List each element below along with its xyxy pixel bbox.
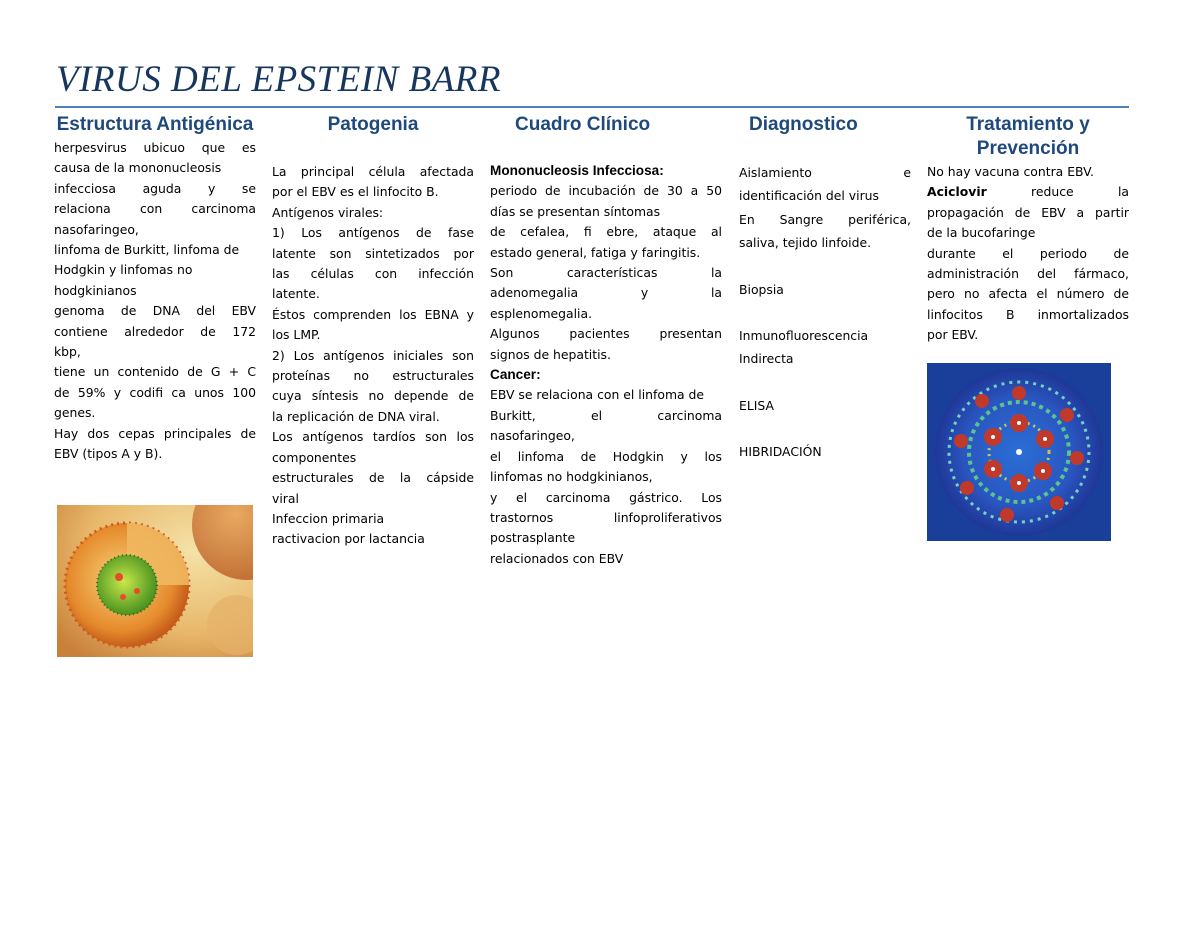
text-line: linfomas no hodgkinianos,	[490, 469, 653, 485]
text-line: hodgkinianos	[54, 282, 137, 298]
column-cuadro-clinico	[490, 113, 722, 569]
text-line: el linfoma de Hodgkin y los	[490, 448, 722, 464]
text-line: propagación de EBV a partir	[927, 204, 1129, 220]
diagnostic-item: Biopsia	[739, 281, 784, 297]
text-line: identificación del virus	[739, 188, 879, 204]
virus-illustration-image	[57, 505, 253, 657]
text-diagnostico	[739, 161, 911, 464]
text-line: estructurales de la cápside	[272, 470, 474, 486]
text-line: las células con infección	[272, 266, 474, 282]
text-line: En Sangre periférica,	[739, 211, 911, 227]
text-line: trastornos linfoproliferativos	[490, 509, 722, 525]
text-line: EBV (tipos A y B).	[54, 446, 163, 462]
text-line: pero no afecta el número de	[927, 286, 1129, 302]
text-line: por el EBV es el linfocito B.	[272, 184, 439, 200]
heading-estructura: Estructura Antigénica	[56, 114, 254, 135]
text-line: latente.	[272, 286, 320, 302]
diagnostic-item: Indirecta	[739, 351, 794, 367]
text-line: Hay dos cepas principales de	[54, 425, 256, 441]
column-tratamiento	[927, 113, 1129, 346]
heading-diagnostico: Diagnostico	[749, 114, 858, 135]
text-line: de cefalea, fi ebre, ataque al	[490, 224, 722, 240]
text-line: Son características la	[490, 265, 722, 281]
text-line: contiene alrededor de 172	[54, 323, 256, 339]
text-line: Infeccion primaria	[272, 510, 385, 526]
text-line: Los antígenos tardíos son los	[272, 429, 474, 445]
text-line: La principal célula afectada	[272, 164, 474, 179]
text-line: 2) Los antígenos iniciales son	[272, 347, 474, 363]
text-line: relacionados con EBV	[490, 550, 624, 566]
text-line: kbp,	[54, 344, 81, 360]
text-patogenia	[272, 162, 474, 550]
text-line: y el carcinoma gástrico. Los	[490, 489, 722, 505]
aciclovir-term: Aciclovir	[927, 184, 987, 200]
text-line: No hay vacuna contra EBV.	[927, 164, 1094, 179]
text-line: causa de la mononucleosis	[54, 160, 222, 176]
text-line: linfocitos B inmortalizados	[927, 306, 1129, 322]
text-line: días se presentan síntomas	[490, 203, 661, 219]
virus-capsid-image	[927, 363, 1111, 541]
title-underline	[55, 106, 1129, 108]
text-line: por EBV.	[927, 327, 979, 343]
text-tratamiento	[927, 162, 1129, 346]
heading-tratamiento: Tratamiento y Prevención	[966, 114, 1090, 159]
diagnostic-item: ELISA	[739, 397, 774, 413]
text-line: de 59% y codifi ca unos 100	[54, 384, 256, 400]
text-line	[927, 182, 1129, 202]
text-cuadro-clinico	[490, 161, 722, 569]
heading-cuadro-clinico: Cuadro Clínico	[515, 114, 651, 135]
text-line: estado general, fatiga y faringitis.	[490, 244, 701, 260]
text-line: ractivacion por lactancia	[272, 531, 425, 547]
text-line: nasofaringeo,	[490, 428, 575, 444]
text-line: genes.	[54, 405, 96, 421]
text-line: administración del fármaco,	[927, 266, 1129, 282]
text-line: relaciona con carcinoma	[54, 201, 256, 217]
text-line: proteínas no estructurales	[272, 368, 474, 384]
heading-patogenia: Patogenia	[327, 114, 419, 135]
text-line: Burkitt, el carcinoma	[490, 407, 722, 423]
column-estructura	[54, 113, 256, 465]
text-line: saliva, tejido linfoide.	[739, 235, 872, 251]
text-line: de la bucofaringe	[927, 225, 1036, 241]
text-line: esplenomegalia.	[490, 305, 593, 321]
text-line: linfoma de Burkitt, linfoma de	[54, 242, 240, 258]
text-line: Algunos pacientes presentan	[490, 326, 722, 342]
text-line-rest: reduce la	[986, 184, 1129, 200]
text-line: herpesvirus ubicuo que es	[54, 140, 256, 155]
text-line: 1) Los antígenos de fase	[272, 225, 474, 241]
text-line: tiene un contenido de G + C	[54, 364, 256, 380]
text-line: postrasplante	[490, 530, 576, 546]
text-line: infecciosa aguda y se	[54, 180, 256, 196]
text-line: Éstos comprenden los EBNA y	[272, 306, 474, 322]
text-line: Hodgkin y linfomas no	[54, 262, 193, 278]
page-title: VIRUS DEL EPSTEIN BARR	[56, 59, 502, 100]
diagnostic-item: Inmunofluorescencia	[739, 328, 869, 344]
subheading-mononucleosis: Mononucleosis Infecciosa:	[490, 163, 664, 178]
text-line: la replicación de DNA viral.	[272, 408, 440, 424]
text-line: latente son sintetizados por	[272, 245, 474, 261]
text-line: componentes	[272, 449, 357, 465]
column-diagnostico	[739, 113, 911, 464]
text-line: durante el periodo de	[927, 245, 1129, 261]
text-line: genoma de DNA del EBV	[54, 303, 256, 319]
text-line: Antígenos virales:	[272, 204, 384, 220]
text-line: signos de hepatitis.	[490, 346, 611, 362]
text-estructura	[54, 138, 256, 465]
column-patogenia	[272, 113, 474, 550]
text-line: cuya síntesis no depende de	[272, 388, 474, 404]
text-line: nasofaringeo,	[54, 221, 139, 237]
text-line: periodo de incubación de 30 a 50	[490, 183, 722, 199]
subheading-cancer: Cancer:	[490, 367, 541, 383]
text-line: Aislamiento e	[739, 165, 911, 180]
text-line: EBV se relaciona con el linfoma de	[490, 387, 705, 403]
text-line: adenomegalia y la	[490, 285, 722, 301]
diagnostic-item: HIBRIDACIÓN	[739, 444, 822, 460]
text-line: los LMP.	[272, 327, 321, 343]
text-line: viral	[272, 490, 299, 506]
